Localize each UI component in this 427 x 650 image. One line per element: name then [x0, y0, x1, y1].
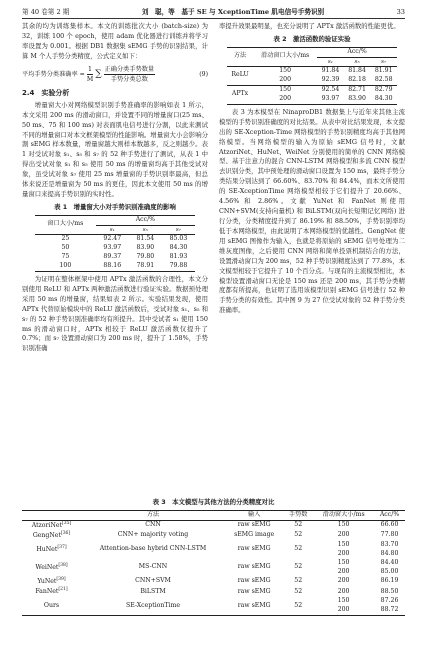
equation-number: (9) [199, 70, 208, 78]
page-header [22, 6, 405, 19]
paragraph: 其余的均为训练集样本。本文的训练批次大小 (batch-size) 为 32，训练 100 个 epoch，使用 adam 优化器进行训练并将学习率设置为 0.001。根据 DB1 数据集 sEMG 手势的识别结果，计算 M 个人手势分类精度，公式定义如下： [22, 22, 208, 60]
table-row [22, 587, 405, 597]
cell: 81.84 [348, 66, 366, 74]
left-column [22, 22, 208, 356]
cell: 91.84 [321, 66, 340, 74]
col-header: 输入 [247, 510, 261, 518]
col-header [22, 510, 81, 520]
paragraph: 增量窗大小对网络模型识别手势准确率的影响如表 1 所示，本文采用 200 ms 的滑动窗口，并设置不同的增量窗口(25 ms、50 ms、75 和 100 ms) 对表面肌电信号进行分割，以此来测试不同的增量窗口对本文框架模型的性能影响。增量窗大小会影响分割 sEMG 样本数量，增量窗越大则样本数越多，反之则越少。表 1 对受试对象 s₁、s₅ 和 s₇ 的 52 种手势进行了测试，从表 1 中得出受试对象 s₁ 和 s₅ 使用 50 ms 的增量窗均高于其他受试对象，虽受试对象 s₇ 使用 25 ms 增量窗的手势识别率最高，但总体来说还是增量窗为 50 ms 的更佳，因此本文使用 50 ms 的增量窗口来提高手势识别的实时性。 [22, 100, 208, 199]
inner-numerator: 正确分类手势数量 [104, 65, 156, 76]
cell: 200 [279, 75, 292, 83]
cell: 82.79 [374, 85, 393, 93]
col-header: 窗口大小/ms [35, 215, 96, 234]
col-group-header: Acc/% [96, 215, 195, 225]
table-2 [227, 47, 397, 105]
col-group-header: Acc/% [317, 47, 397, 57]
cell: 81.93 [169, 252, 188, 260]
input-cell: raw sEMG [237, 563, 271, 571]
cell: 82.58 [374, 75, 393, 83]
network-name-cell: Ours [43, 602, 60, 610]
table-1 [35, 215, 195, 272]
method-cell: CNN+SVM [135, 577, 171, 585]
paragraph: 率提升效果最明显，也充分说明了 APTx 激活函数的性能更优。 [219, 22, 400, 30]
table-row [35, 234, 195, 243]
inner-denominator: 手势分类总数 [110, 76, 148, 84]
table-3 [22, 510, 405, 616]
cell: 79.88 [169, 261, 188, 269]
method-cell: CNN+ majority voting [117, 531, 189, 539]
table-2-caption: 表 2 激活函数的验证实验 [273, 34, 351, 43]
cell: 25 [61, 234, 70, 242]
cell: 84.30 [169, 243, 188, 251]
cell: 83.90 [348, 94, 366, 102]
input-cell: raw sEMG [237, 545, 271, 553]
network-name-cell: HuNet[37] [36, 544, 67, 554]
input-cell: raw sEMG [237, 601, 271, 609]
table-1-caption: 表 1 增量窗大小对手势识别准确度的影响 [54, 202, 176, 211]
subject-header: s₁ [109, 226, 115, 233]
gesture-count-cell: 52 [294, 521, 303, 529]
cell: 100 [59, 261, 72, 269]
window-cell: 150 200 [337, 597, 350, 614]
formula-label: 平均手势分类准确率 = [22, 70, 85, 78]
method-cell: APTx [227, 85, 253, 104]
cell: 89.37 [103, 252, 122, 260]
cell: 82.71 [348, 85, 366, 93]
cell: 92.54 [321, 85, 340, 93]
method-cell: Attention-base hybrid CNN-LSTM [99, 545, 207, 553]
method-cell: SE-XceptionTime [125, 601, 181, 609]
table-row [22, 520, 405, 531]
inner-fraction [104, 65, 156, 85]
table-3-body [22, 520, 405, 615]
input-cell: raw sEMG [237, 521, 271, 529]
gesture-count-cell: 52 [294, 563, 303, 571]
network-name-cell: YuNet[39] [37, 576, 66, 585]
accuracy-cell: 77.80 [380, 531, 399, 539]
gesture-count-cell: 52 [294, 587, 303, 595]
table-row [227, 95, 397, 104]
cell: 84.30 [374, 94, 393, 102]
cell: 82.18 [348, 75, 366, 83]
network-name-cell: AtzoriNet[35] [31, 520, 72, 529]
input-cell: raw sEMG [237, 577, 271, 585]
table-row [22, 531, 405, 541]
cell: 200 [279, 94, 292, 102]
cell: 92.47 [103, 234, 122, 242]
table-row [35, 253, 195, 262]
table-row [35, 262, 195, 271]
accuracy-cell: 66.60 [380, 521, 399, 529]
cell: 81.91 [374, 66, 393, 74]
gesture-count-cell: 52 [294, 545, 303, 553]
table-3-block [22, 495, 405, 616]
gesture-count-cell: 52 [294, 601, 303, 609]
table-row [227, 66, 397, 75]
gesture-count-cell: 52 [294, 577, 303, 585]
window-cell: 200 [337, 577, 350, 585]
network-name-cell: GengNet[36] [32, 530, 71, 540]
page-number: 33 [396, 7, 405, 16]
network-name-cell: FanNet[21] [35, 586, 68, 596]
window-cell: 200 [337, 531, 350, 539]
paragraph: 表 3 为本模型在 NinaproDB1 数据集上与近年来其他主流模型的手势识别准确度的对比结果。从表中对比结果发现，本文提出的 SE-Xception-Time 网络模型的手势识别精度均高于其他网络模型。当网络模型的输入为原始 sEMG 信号时，文献 AtzoriNet、HuNet、WeiNet 分别使用的简单的 CNN 网络模型、基于注意力的混合 CNN-LSTM 网络模型和多流 CNN 模型去识别分类，其中预处理的滑动窗口设置为 150 ms，最终手势分类结果分别达到了 66.60%、83.70% 和 84.4%，而本文所使用的 SE-XceptionTime 网络模型相较于它们提升了 20.66%、4.56% 和 2.86%。文献 YuNet 和 FanNet 则使用 CNN+SVM(支持向量机) 和 BiLSTM(双向长短期记忆网络) 进行分类，分类精度提升到了 86.19% 和 88.50%，手势识别率均低于本网络模型，由此说明了本网络模型的优越性。GengNet 使用 sEMG 图像作为输入，也就是将原始的 sEMG 信号处理为二维灰度图像，之后使用 CNN 网络和简单投票机制结合的方法，设置滑动窗口为 200 ms，52 种手势识别精度达到了 77.8%，本文模型相较于它提升了 10 个百分点。与现有的主流模型相比，本模型设置滑动窗口无论是 150 ms 还是 200 ms，其手势分类精度都有所提高，也证明了选用该模型识别 sEMG 信号进行 52 种手势分类的有效性。其中图 9 为 27 位受试对象的 52 种手势分类准确率。 [219, 107, 405, 315]
col-header: Acc/% [379, 510, 400, 518]
fraction-numerator: 1 [87, 65, 93, 76]
table-row [227, 85, 397, 94]
col-header: 手势数 [288, 510, 308, 518]
table-row [22, 541, 405, 559]
input-cell: sEMG image [234, 531, 275, 539]
formula-9 [22, 65, 208, 85]
window-cell: 150 200 [337, 541, 350, 557]
method-cell: ReLU [231, 71, 249, 79]
accuracy-cell: 86.19 [380, 577, 399, 585]
window-cell: 150 [337, 521, 350, 529]
fraction-denominator: M [86, 76, 94, 84]
table-row [35, 244, 195, 253]
network-name-cell: WeiNet[38] [35, 562, 68, 571]
cell: 83.90 [136, 243, 155, 251]
subject-header: s₁ [327, 58, 333, 65]
method-cell: BiLSTM [140, 587, 166, 595]
table-3-caption: 表 3 本文模型与其他方法的分类精度对比 [152, 498, 275, 506]
cell: 150 [279, 85, 292, 93]
subject-header: s₇ [381, 58, 387, 65]
table-row [227, 76, 397, 85]
gesture-count-cell: 52 [294, 531, 303, 539]
paragraph: 为证明在整体框架中使用 APTx 激活函数的合理性，本文分别使用 ReLU 和 APTx 两种激活函数进行验证实验。数据预处理采用 50 ms 的增量窗，结果如表 2 所示。实验结果发现，使用 APTx 代替原始模块中的 ReLU 激活函数后，受试对象 s₁、s₅ 和 s₇ 的 52 种手势识别准确率均有所提升。其中受试者 s₁ 使用 150 ms 的滑动窗口时，APTx 相较于 ReLU 激活函数仅提升了 0.7%；而 s₇ 设置滑动窗口为 200 ms 时，提升了 1.58%，手势识别准确 [22, 274, 208, 353]
cell: 85.03 [169, 234, 188, 242]
cell: 93.97 [321, 94, 340, 102]
table-row [22, 559, 405, 577]
cell: 150 [279, 66, 292, 74]
cell: 92.39 [321, 75, 340, 83]
window-cell: 150 200 [337, 558, 350, 575]
cell: 50 [61, 243, 70, 251]
cell: 88.16 [103, 261, 122, 269]
right-column [219, 22, 405, 318]
accuracy-cell: 88.50 [380, 587, 399, 595]
sum-symbol: ∑ [95, 68, 102, 79]
cell: 93.97 [103, 243, 122, 251]
running-title: 刘 聪，等 基于 SE 与 XceptionTime 肌电信号手势识别 [141, 7, 325, 16]
journal-volume: 第 40 卷第 2 期 [22, 7, 70, 16]
table-row [22, 597, 405, 615]
subject-header: s₇ [175, 226, 182, 233]
cell: 81.54 [136, 234, 155, 242]
cell: 75 [61, 252, 70, 260]
subject-header: s₅ [142, 226, 148, 233]
cell: 79.80 [136, 252, 155, 260]
cell: 78.91 [136, 261, 155, 269]
method-cell: MS-CNN [138, 563, 168, 571]
method-cell: CNN [145, 521, 161, 529]
col-header: 方法 [227, 47, 253, 66]
table-row [22, 577, 405, 587]
fraction [87, 65, 93, 85]
window-cell: 200 [337, 587, 350, 595]
section-heading: 2.4 实验分析 [22, 88, 70, 97]
subject-header: s₅ [354, 58, 360, 65]
input-cell: raw sEMG [237, 587, 271, 595]
accuracy-cell: 83.70 84.80 [380, 541, 399, 557]
col-header: 滑动窗大小/ms [322, 510, 365, 518]
col-header: 滑动窗口大小/ms [253, 47, 317, 66]
accuracy-cell: 84.40 85.00 [380, 558, 399, 575]
accuracy-cell: 87.26 88.72 [380, 597, 399, 614]
col-header: 方法 [146, 510, 160, 518]
